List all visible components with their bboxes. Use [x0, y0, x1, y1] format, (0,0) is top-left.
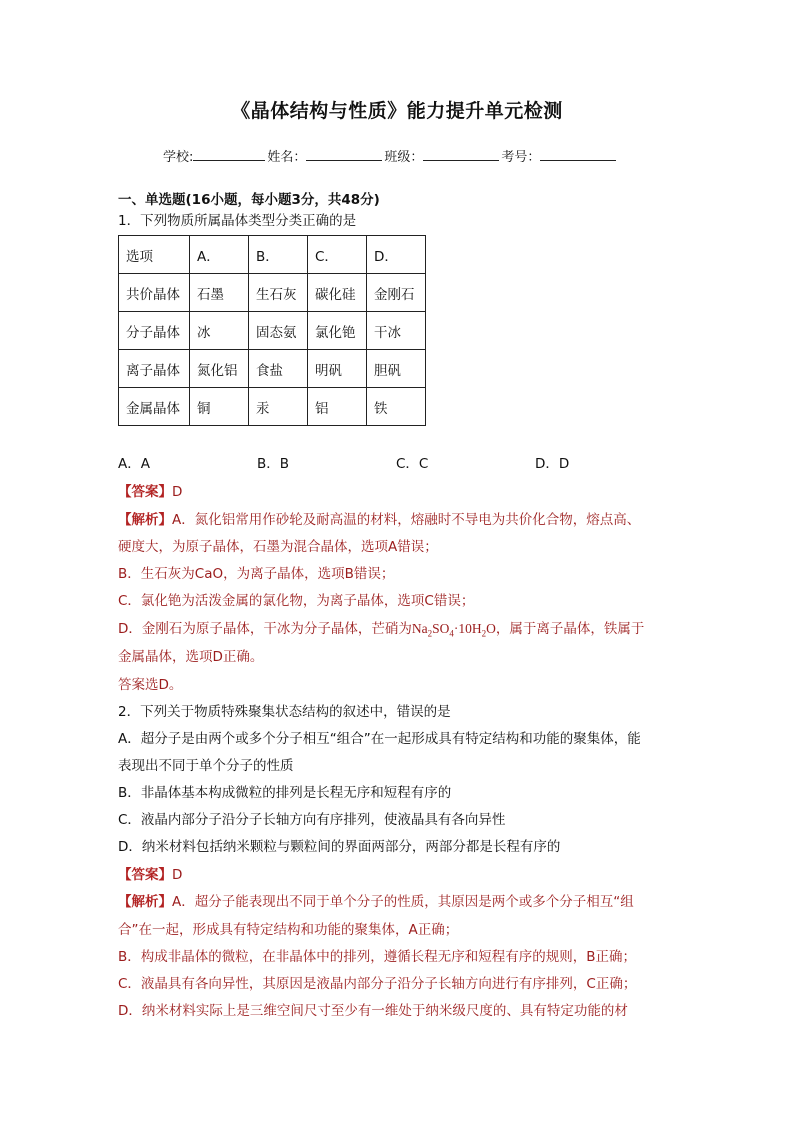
- table-cell: A．: [190, 236, 249, 274]
- table-cell: 明矾: [308, 350, 367, 388]
- formula-part: O: [486, 621, 496, 636]
- name-blank[interactable]: [306, 146, 382, 161]
- table-cell: 金属晶体: [119, 388, 190, 426]
- answer-value: D: [172, 867, 183, 883]
- student-info-fields: [163, 146, 618, 165]
- table-cell: 碳化硅: [308, 274, 367, 312]
- table-cell: 铜: [190, 388, 249, 426]
- q2-analysis-line: [118, 890, 634, 910]
- table-cell: 胆矾: [367, 350, 426, 388]
- q2-analysis-line: C．液晶具有各向异性，其原因是液晶内部分子沿分子长轴方向进行有序排列，C正确；: [118, 976, 637, 992]
- analysis-text: D．金刚石为原子晶体，干冰为分子晶体，芒硝为: [118, 621, 412, 637]
- q2-option-a-cont[interactable]: 表现出不同于单个分子的性质: [118, 758, 294, 774]
- q1-analysis-line: 金属晶体，选项D正确。: [118, 649, 264, 665]
- q2-option-b[interactable]: B．非晶体基本构成微粒的排列是长程无序和短程有序的: [118, 785, 452, 801]
- q1-conclusion: 答案选D。: [118, 677, 183, 693]
- table-cell: 选项: [119, 236, 190, 274]
- table-cell: 汞: [249, 388, 308, 426]
- table-cell: 共价晶体: [119, 274, 190, 312]
- table-cell: 金刚石: [367, 274, 426, 312]
- answer-value: D: [172, 484, 183, 500]
- section-heading: 一、单选题(16小题，每小题3分，共48分): [118, 192, 380, 208]
- q1-analysis-line: [118, 508, 640, 528]
- q2-stem: 2．下列关于物质特殊聚集状态结构的叙述中，错误的是: [118, 704, 451, 720]
- q2-analysis-line: 合”在一起，形成具有特定结构和功能的聚集体，A正确；: [118, 922, 459, 938]
- table-row: [119, 350, 426, 388]
- table-cell: 生石灰: [249, 274, 308, 312]
- chemical-formula: [411, 621, 496, 639]
- exam-no-label: 考号：: [501, 150, 541, 165]
- formula-part: ·10H: [453, 621, 482, 636]
- table-cell: D．: [367, 236, 426, 274]
- q1-option-a[interactable]: A．A: [118, 456, 150, 472]
- table-row: [119, 236, 426, 274]
- q2-answer: [118, 863, 182, 883]
- table-cell: B．: [249, 236, 308, 274]
- q1-option-d[interactable]: D．D: [535, 456, 570, 472]
- q1-analysis-line: C．氯化铯为活泼金属的氯化物，为离子晶体，选项C错误；: [118, 593, 475, 609]
- table-row: [119, 312, 426, 350]
- q2-analysis-line: D．纳米材料实际上是三维空间尺寸至少有一维处于纳米级尺度的、具有特定功能的材: [118, 1003, 628, 1019]
- analysis-text: ，属于离子晶体，铁属于: [495, 621, 645, 637]
- answer-tag: 【答案】: [118, 867, 172, 883]
- q1-analysis-line: B．生石灰为CaO，为离子晶体，选项B错误；: [118, 566, 395, 582]
- table-cell: 冰: [190, 312, 249, 350]
- formula-subscript: 2: [427, 628, 433, 639]
- school-label: 学校:: [163, 150, 194, 165]
- analysis-text: A．氮化铝常用作砂轮及耐高温的材料，熔融时不导电为共价化合物，熔点高、: [172, 512, 641, 528]
- table-cell: 干冰: [367, 312, 426, 350]
- table-cell: 离子晶体: [119, 350, 190, 388]
- q1-analysis-line: [118, 617, 644, 639]
- q2-option-c[interactable]: C．液晶内部分子沿分子长轴方向有序排列，使液晶具有各向异性: [118, 812, 506, 828]
- name-label: 姓名：: [267, 150, 307, 165]
- formula-subscript: 4: [449, 628, 454, 639]
- table-row: [119, 274, 426, 312]
- formula-part: SO: [432, 621, 450, 636]
- analysis-tag: 【解析】: [118, 512, 172, 528]
- table-cell: 氮化铝: [190, 350, 249, 388]
- table-cell: 分子晶体: [119, 312, 190, 350]
- formula-subscript: 2: [481, 628, 487, 639]
- table-cell: 固态氨: [249, 312, 308, 350]
- q1-table: [118, 235, 426, 426]
- q1-option-c[interactable]: C．C: [396, 456, 429, 472]
- q2-option-d[interactable]: D．纳米材料包括纳米颗粒与颗粒间的界面两部分，两部分都是长程有序的: [118, 839, 561, 855]
- page-title: 《晶体结构与性质》能力提升单元检测: [231, 100, 563, 122]
- q2-analysis-line: B．构成非晶体的微粒，在非晶体中的排列，遵循长程无序和短程有序的规则，B正确；: [118, 949, 637, 965]
- formula-part: Na: [411, 621, 428, 636]
- q1-option-b[interactable]: B．B: [257, 456, 290, 472]
- table-cell: 石墨: [190, 274, 249, 312]
- analysis-tag: 【解析】: [118, 894, 172, 910]
- q1-answer: [118, 480, 182, 500]
- table-cell: 铁: [367, 388, 426, 426]
- table-cell: C．: [308, 236, 367, 274]
- exam-no-blank[interactable]: [540, 146, 616, 161]
- q1-analysis-line: 硬度大，为原子晶体，石墨为混合晶体，选项A错误；: [118, 539, 438, 555]
- table-cell: 食盐: [249, 350, 308, 388]
- answer-tag: 【答案】: [118, 484, 172, 500]
- q2-option-a[interactable]: A．超分子是由两个或多个分子相互“组合”在一起形成具有特定结构和功能的聚集体，能: [118, 731, 641, 747]
- analysis-text: A．超分子能表现出不同于单个分子的性质，其原因是两个或多个分子相互“组: [172, 894, 634, 910]
- table-row: [119, 388, 426, 426]
- q1-stem: 1．下列物质所属晶体类型分类正确的是: [118, 213, 357, 229]
- class-blank[interactable]: [423, 146, 499, 161]
- table-cell: 氯化铯: [308, 312, 367, 350]
- class-label: 班级：: [384, 150, 424, 165]
- school-blank[interactable]: [193, 146, 265, 161]
- table-cell: 铝: [308, 388, 367, 426]
